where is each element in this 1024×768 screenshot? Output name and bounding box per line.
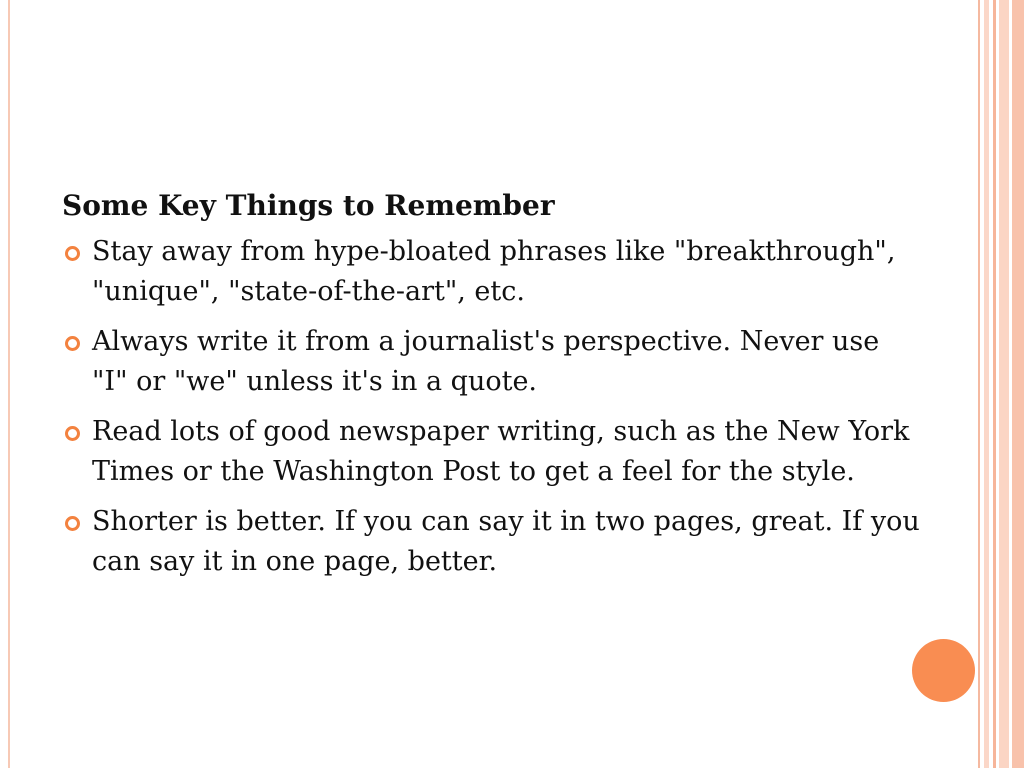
list-item: [62, 412, 922, 492]
right-stripe: [984, 0, 989, 768]
right-stripe: [978, 0, 980, 768]
right-stripe: [1012, 0, 1024, 768]
list-item: [62, 322, 922, 402]
left-border-line: [8, 0, 10, 768]
slide-content: [62, 186, 922, 592]
ring-bullet-icon: [65, 336, 80, 351]
bullet-text: Shorter is better. If you can say it in two pages, great. If you can say it in one page, better.: [92, 506, 920, 577]
ring-bullet-icon: [65, 516, 80, 531]
list-item: [62, 232, 922, 312]
ring-bullet-icon: [65, 426, 80, 441]
right-stripe: [993, 0, 996, 768]
bullet-list: [62, 232, 922, 582]
bullet-text: Always write it from a journalist's perspective. Never use "I" or "we" unless it's in a quote.: [92, 326, 880, 397]
ring-bullet-icon: [65, 246, 80, 261]
slide-heading: Some Key Things to Remember: [62, 189, 555, 222]
orange-circle-icon: [912, 639, 975, 702]
bullet-text: Stay away from hype-bloated phrases like "breakthrough", "unique", "state-of-the-art", etc.: [92, 236, 896, 307]
list-item: [62, 502, 922, 582]
right-stripe: [999, 0, 1009, 768]
bullet-text: Read lots of good newspaper writing, such as the New York Times or the Washington Post to get a feel for the style.: [92, 416, 910, 487]
